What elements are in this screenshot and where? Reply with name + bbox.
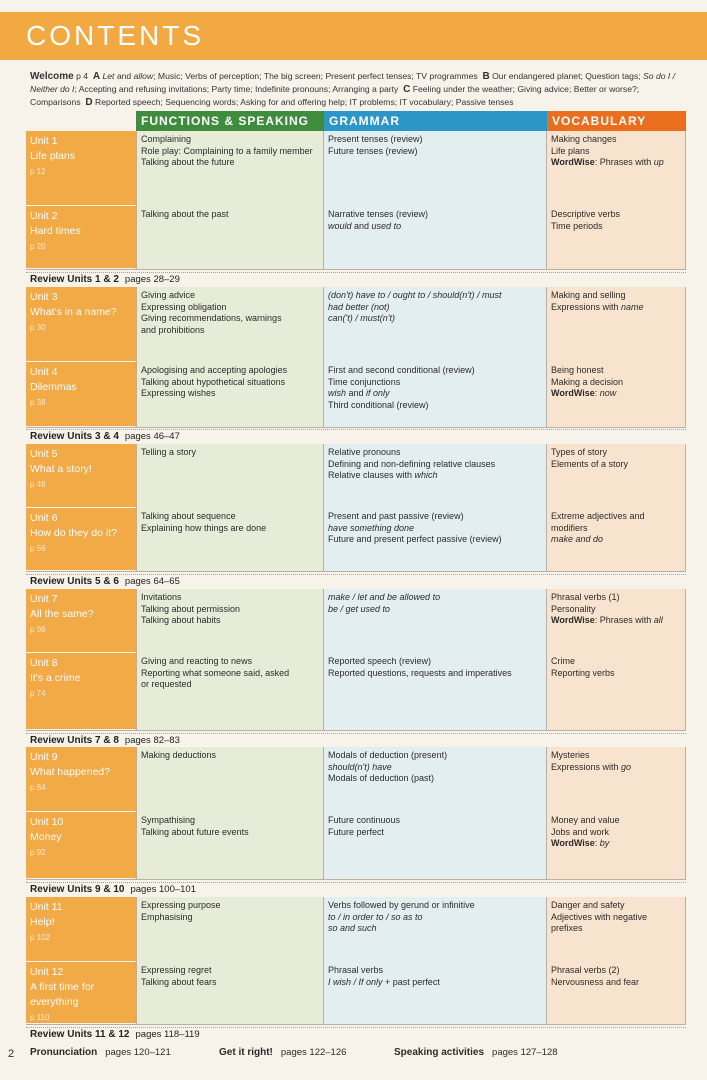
- wordwise-label: WordWise: [551, 157, 595, 168]
- page-title: CONTENTS: [0, 12, 707, 60]
- wordwise-text: : Phrases with: [594, 157, 654, 168]
- grammar-line: had better (not): [328, 301, 390, 312]
- functions-line: Expressing purpose: [141, 900, 221, 910]
- row-divider: [26, 730, 686, 731]
- wordwise-line: [551, 157, 681, 169]
- wordwise-word: up: [653, 157, 664, 168]
- unit-cell[interactable]: [26, 362, 136, 427]
- unit-title: What happened?: [30, 766, 110, 778]
- functions-line: Sympathising: [141, 815, 196, 825]
- functions-line: Explaining how things are done: [141, 522, 267, 533]
- functions-line: Expressing wishes: [141, 388, 216, 399]
- functions-line: or requested: [141, 679, 192, 690]
- grammar-extra-line: [328, 470, 542, 482]
- welcome-a-allow: allow: [133, 71, 154, 81]
- unit-title: What's in a name?: [30, 306, 117, 318]
- unit-row: [26, 747, 686, 812]
- footer-get-it-right[interactable]: [219, 1047, 346, 1058]
- review-pages: pages 118–119: [135, 1029, 200, 1040]
- functions-line: Talking about permission: [141, 603, 241, 614]
- welcome-c-letter: C: [403, 84, 411, 96]
- welcome-b-letter: B: [482, 71, 490, 82]
- functions-line: Talking about fears: [141, 976, 217, 987]
- row-divider: [26, 879, 686, 880]
- grammar-and: and: [346, 388, 367, 399]
- footer-pronunciation-label: Pronunciation: [30, 1047, 98, 1058]
- row-divider: [26, 1024, 686, 1025]
- functions-cell: [136, 653, 324, 730]
- functions-cell: [136, 131, 324, 206]
- unit-number: Unit 10: [30, 816, 64, 828]
- functions-line: Talking about the future: [141, 157, 235, 168]
- unit-cell[interactable]: [26, 444, 136, 508]
- vocabulary-cell: [547, 812, 686, 879]
- unit-title: Hard times: [30, 225, 81, 237]
- wordwise-label: WordWise: [551, 388, 595, 399]
- review-divider: [26, 733, 686, 734]
- vocabulary-line: Crime: [551, 656, 575, 666]
- unit-page: p 38: [30, 398, 46, 407]
- functions-cell: [136, 897, 324, 962]
- unit-number: Unit 4: [30, 366, 58, 378]
- grammar-cell: [324, 589, 547, 653]
- footer-speaking[interactable]: [394, 1047, 558, 1058]
- grammar-italic-a: would: [328, 220, 352, 231]
- grammar-line: so and such: [328, 923, 377, 934]
- unit-row: [26, 812, 686, 879]
- vocabulary-cell: [547, 508, 686, 571]
- review-row[interactable]: [30, 431, 180, 442]
- functions-line: Giving and reacting to news: [141, 656, 253, 666]
- welcome-b-italic: So do I / Neither do I: [30, 71, 676, 95]
- unit-title: Money: [30, 831, 62, 843]
- unit-page: p 84: [30, 783, 46, 792]
- unit-cell[interactable]: [26, 897, 136, 962]
- review-label: Review Units 9 & 10: [30, 884, 125, 895]
- welcome-label: Welcome: [30, 71, 74, 82]
- functions-line: Giving recommendations, warnings: [141, 313, 282, 324]
- unit-page: p 66: [30, 625, 46, 634]
- grammar-cell: [324, 287, 547, 362]
- functions-line: Reporting what someone said, asked: [141, 667, 290, 678]
- vocabulary-line: Elements of a story: [551, 458, 629, 469]
- grammar-line: Modals of deduction (present): [328, 750, 448, 760]
- grammar-cell: [324, 444, 547, 508]
- functions-line: Talking about the past: [141, 209, 229, 219]
- vocabulary-cell: [547, 653, 686, 730]
- unit-number: Unit 12: [30, 966, 64, 978]
- unit-cell[interactable]: [26, 508, 136, 571]
- functions-cell: [136, 444, 324, 508]
- wordwise-text: :: [594, 388, 600, 399]
- review-pages: pages 46–47: [124, 431, 180, 442]
- unit-cell[interactable]: [26, 589, 136, 653]
- footer-speaking-pages: pages 127–128: [492, 1047, 558, 1058]
- unit-page: p 30: [30, 323, 46, 332]
- grammar-line: Future continuous: [328, 815, 401, 825]
- welcome-b-rest: ; Accepting and refusing invitations; Party time; Indefinite pronouns; Arranging a party: [74, 84, 399, 95]
- grammar-line: Relative pronouns: [328, 447, 401, 457]
- vocabulary-line: Making and selling: [551, 290, 626, 300]
- functions-line: Talking about habits: [141, 615, 221, 626]
- unit-number: Unit 1: [30, 135, 58, 147]
- grammar-line: can('t) / must(n't): [328, 313, 395, 324]
- review-label: Review Units 5 & 6: [30, 576, 119, 587]
- functions-cell: [136, 589, 324, 653]
- grammar-after-line: Third conditional (review): [328, 399, 429, 410]
- welcome-d-letter: D: [85, 97, 93, 109]
- grammar-after-line: Modals of deduction (past): [328, 773, 435, 784]
- vocabulary-line: Making changes: [551, 134, 617, 144]
- header-functions: FUNCTIONS & SPEAKING: [136, 111, 324, 131]
- grammar-cell: [324, 508, 547, 571]
- vocab-italic-line: make and do: [551, 534, 604, 545]
- unit-page: p 102: [30, 933, 51, 942]
- vocab-extra-line: [551, 302, 681, 314]
- unit-page: p 12: [30, 167, 46, 176]
- grammar-cell: [324, 131, 547, 206]
- review-label: Review Units 11 & 12: [30, 1029, 130, 1040]
- unit-title: What a story!: [30, 463, 92, 475]
- grammar-italic-b: used to: [371, 220, 402, 231]
- unit-title: How do they do it?: [30, 527, 117, 539]
- functions-line: Expressing obligation: [141, 301, 227, 312]
- grammar-cell: [324, 962, 547, 1024]
- wordwise-line: [551, 615, 681, 627]
- unit-title: It's a crime: [30, 672, 81, 684]
- footer-pronunciation-pages: pages 120–121: [105, 1047, 171, 1058]
- footer-pronunciation[interactable]: [30, 1047, 171, 1058]
- welcome-c-text: Feeling under the weather; Giving advice; Better or worse?; Comparisons: [30, 84, 640, 108]
- functions-line: Expressing regret: [141, 965, 212, 975]
- unit-cell[interactable]: [26, 962, 136, 1024]
- functions-line: Talking about hypothetical situations: [141, 376, 286, 387]
- vocabulary-cell: [547, 362, 686, 427]
- functions-line: Talking about future events: [141, 826, 249, 837]
- vocabulary-line: Reporting verbs: [551, 667, 615, 678]
- grammar-line: Defining and non-defining relative clauses: [328, 458, 496, 469]
- unit-title: A first time for everything: [30, 981, 95, 1008]
- grammar-extra-word: which: [414, 470, 438, 481]
- functions-cell: [136, 747, 324, 812]
- vocabulary-line: modifiers: [551, 522, 588, 533]
- grammar-mixed-line: [328, 388, 542, 400]
- grammar-italic-a: wish: [328, 388, 347, 399]
- grammar-italic-line: should(n't) have: [328, 761, 392, 772]
- review-row[interactable]: [30, 735, 180, 746]
- grammar-cell: [324, 362, 547, 427]
- functions-cell: [136, 508, 324, 571]
- review-label: Review Units 1 & 2: [30, 274, 119, 285]
- functions-line: Telling a story: [141, 447, 197, 457]
- unit-row: [26, 653, 686, 730]
- footer-get-it-right-label: Get it right!: [219, 1047, 273, 1058]
- grammar-cell: [324, 897, 547, 962]
- footer: [0, 1046, 707, 1066]
- vocabulary-cell: [547, 444, 686, 508]
- vocabulary-line: Personality: [551, 603, 596, 614]
- vocabulary-line: Money and value: [551, 815, 620, 825]
- wordwise-text: : Phrases with: [594, 615, 654, 626]
- vocabulary-line: Making a decision: [551, 376, 624, 387]
- functions-cell: [136, 962, 324, 1024]
- footer-get-it-right-pages: pages 122–126: [280, 1047, 347, 1058]
- vocab-extra-line: [551, 762, 681, 774]
- grammar-line: Verbs followed by gerund or infinitive: [328, 900, 475, 910]
- grammar-line: Future perfect: [328, 826, 385, 837]
- vocabulary-cell: [547, 747, 686, 812]
- review-label: Review Units 7 & 8: [30, 735, 119, 746]
- unit-row: [26, 508, 686, 571]
- unit-page: p 92: [30, 848, 46, 857]
- vocabulary-cell: [547, 589, 686, 653]
- review-divider: [26, 574, 686, 575]
- vocabulary-line: Phrasal verbs (2): [551, 965, 620, 975]
- vocabulary-line: Phrasal verbs (1): [551, 592, 620, 602]
- vocab-extra-word: go: [621, 761, 632, 772]
- vocab-extra: Expressions with: [551, 761, 622, 772]
- grammar-line: Reported questions, requests and imperatives: [328, 667, 512, 678]
- grammar-line: Present and past passive (review): [328, 511, 464, 521]
- row-divider: [26, 571, 686, 572]
- unit-page: p 56: [30, 544, 46, 553]
- wordwise-line: [551, 838, 681, 850]
- wordwise-line: [551, 388, 681, 400]
- row-divider: [26, 269, 686, 270]
- grammar-line: Reported speech (review): [328, 656, 432, 666]
- wordwise-word: all: [653, 615, 663, 626]
- functions-cell: [136, 206, 324, 269]
- grammar-mixed-rest: + past perfect: [382, 976, 440, 987]
- functions-line: Complaining: [141, 134, 192, 144]
- grammar-line: to / in order to / so as to: [328, 911, 423, 922]
- wordwise-word: now: [599, 388, 617, 399]
- vocabulary-cell: [547, 287, 686, 362]
- grammar-and: and: [351, 220, 372, 231]
- welcome-a-letter: A: [92, 71, 101, 82]
- grammar-line: Time conjunctions: [328, 376, 401, 387]
- grammar-cell: [324, 653, 547, 730]
- review-pages: pages 100–101: [130, 884, 196, 895]
- unit-cell[interactable]: [26, 812, 136, 879]
- welcome-page: p 4: [76, 71, 89, 81]
- review-divider: [26, 429, 686, 430]
- grammar-mixed-line: [328, 977, 542, 989]
- functions-line: and prohibitions: [141, 324, 205, 335]
- functions-cell: [136, 287, 324, 362]
- grammar-cell: [324, 812, 547, 879]
- review-pages: pages 82–83: [124, 735, 180, 746]
- welcome-d-text: Reported speech; Sequencing words; Asking for and offering help; IT problems; IT vocabulary; Passive tenses: [95, 97, 514, 108]
- grammar-line: Future tenses (review): [328, 145, 418, 156]
- unit-title: Life plans: [30, 150, 75, 162]
- header-grammar: GRAMMAR: [324, 111, 547, 131]
- vocabulary-line: Life plans: [551, 145, 590, 156]
- review-divider: [26, 272, 686, 273]
- functions-line: Emphasising: [141, 911, 193, 922]
- vocabulary-line: Danger and safety: [551, 900, 625, 910]
- unit-row: [26, 444, 686, 508]
- grammar-cell: [324, 206, 547, 269]
- grammar-line: Narrative tenses (review): [328, 209, 429, 219]
- vocabulary-cell: [547, 962, 686, 1024]
- vocabulary-line: Being honest: [551, 365, 604, 375]
- vocabulary-cell: [547, 206, 686, 269]
- unit-cell[interactable]: [26, 747, 136, 812]
- unit-title: Dilemmas: [30, 381, 77, 393]
- unit-cell[interactable]: [26, 287, 136, 362]
- review-pages: pages 28–29: [124, 274, 180, 285]
- welcome-a-rest: ; Music; Verbs of perception; The big screen; Present perfect tenses; TV programmes: [153, 71, 478, 81]
- unit-cell[interactable]: [26, 131, 136, 206]
- vocabulary-line: Mysteries: [551, 750, 590, 760]
- unit-row: [26, 362, 686, 427]
- welcome-b-text: Our endangered planet; Question tags;: [492, 71, 641, 81]
- grammar-cell: [324, 747, 547, 812]
- unit-row: [26, 589, 686, 653]
- vocab-extra: Expressions with: [551, 301, 622, 312]
- review-row[interactable]: [30, 576, 180, 587]
- review-row[interactable]: [30, 1029, 200, 1040]
- welcome-a-and: and: [116, 71, 132, 81]
- welcome-a-let: Let: [102, 71, 115, 81]
- functions-line: Role play: Complaining to a family member: [141, 145, 313, 156]
- vocabulary-cell: [547, 131, 686, 206]
- grammar-italic-b: if only: [366, 388, 390, 399]
- unit-title: All the same?: [30, 608, 94, 620]
- functions-cell: [136, 362, 324, 427]
- header-vocabulary: VOCABULARY: [547, 111, 686, 131]
- unit-title: Help!: [30, 916, 55, 928]
- vocabulary-line: Time periods: [551, 220, 603, 231]
- vocabulary-line: Adjectives with negative: [551, 911, 648, 922]
- vocab-extra-word: name: [621, 301, 644, 312]
- grammar-after-line: Future and present perfect passive (review): [328, 534, 502, 545]
- grammar-line: Present tenses (review): [328, 134, 423, 144]
- footer-speaking-label: Speaking activities: [394, 1047, 485, 1058]
- vocabulary-line: Types of story: [551, 447, 608, 457]
- unit-page: p 48: [30, 480, 46, 489]
- grammar-extra: Relative clauses with: [328, 470, 415, 481]
- grammar-line: Phrasal verbs: [328, 965, 384, 975]
- functions-line: Giving advice: [141, 290, 196, 300]
- functions-line: Making deductions: [141, 750, 217, 760]
- unit-cell[interactable]: [26, 653, 136, 730]
- review-pages: pages 64–65: [124, 576, 180, 587]
- unit-number: Unit 5: [30, 448, 58, 460]
- unit-page: p 110: [30, 1013, 50, 1022]
- grammar-line: First and second conditional (review): [328, 365, 475, 375]
- vocabulary-line: Nervousness and fear: [551, 976, 640, 987]
- unit-number: Unit 3: [30, 291, 58, 303]
- review-label: Review Units 3 & 4: [30, 431, 119, 442]
- welcome-summary: [30, 70, 686, 110]
- unit-page: p 74: [30, 689, 46, 698]
- functions-cell: [136, 812, 324, 879]
- functions-line: Invitations: [141, 592, 182, 602]
- grammar-line: (don't) have to / ought to / should(n't) / must: [328, 290, 502, 300]
- review-row[interactable]: [30, 884, 196, 895]
- unit-cell[interactable]: [26, 206, 136, 269]
- vocabulary-line: Jobs and work: [551, 826, 610, 837]
- wordwise-label: WordWise: [551, 838, 595, 849]
- unit-row: [26, 897, 686, 962]
- page-number: 2: [8, 1048, 15, 1060]
- unit-row: [26, 131, 686, 206]
- grammar-line: make / let and be allowed to: [328, 592, 441, 602]
- wordwise-word: by: [599, 838, 610, 849]
- row-divider: [26, 427, 686, 428]
- review-row[interactable]: [30, 274, 180, 285]
- unit-number: Unit 11: [30, 901, 63, 913]
- vocabulary-line: Descriptive verbs: [551, 209, 621, 219]
- grammar-line: be / get used to: [328, 603, 391, 614]
- unit-number: Unit 8: [30, 657, 58, 669]
- unit-number: Unit 9: [30, 751, 58, 763]
- unit-number: Unit 6: [30, 512, 58, 524]
- unit-number: Unit 7: [30, 593, 58, 605]
- wordwise-text: :: [594, 838, 600, 849]
- grammar-italic-line: have something done: [328, 522, 415, 533]
- unit-row: [26, 206, 686, 269]
- unit-row: [26, 962, 686, 1024]
- functions-line: Talking about sequence: [141, 511, 236, 521]
- grammar-italic-mixed: I wish / If only: [328, 976, 383, 987]
- grammar-mixed-line: [328, 221, 542, 233]
- review-divider: [26, 1027, 686, 1028]
- vocabulary-line: Extreme adjectives and: [551, 511, 645, 521]
- vocabulary-line: prefixes: [551, 923, 583, 934]
- functions-line: Apologising and accepting apologies: [141, 365, 288, 375]
- vocabulary-cell: [547, 897, 686, 962]
- wordwise-label: WordWise: [551, 615, 595, 626]
- unit-page: p 20: [30, 242, 46, 251]
- unit-row: [26, 287, 686, 362]
- unit-number: Unit 2: [30, 210, 58, 222]
- review-divider: [26, 882, 686, 883]
